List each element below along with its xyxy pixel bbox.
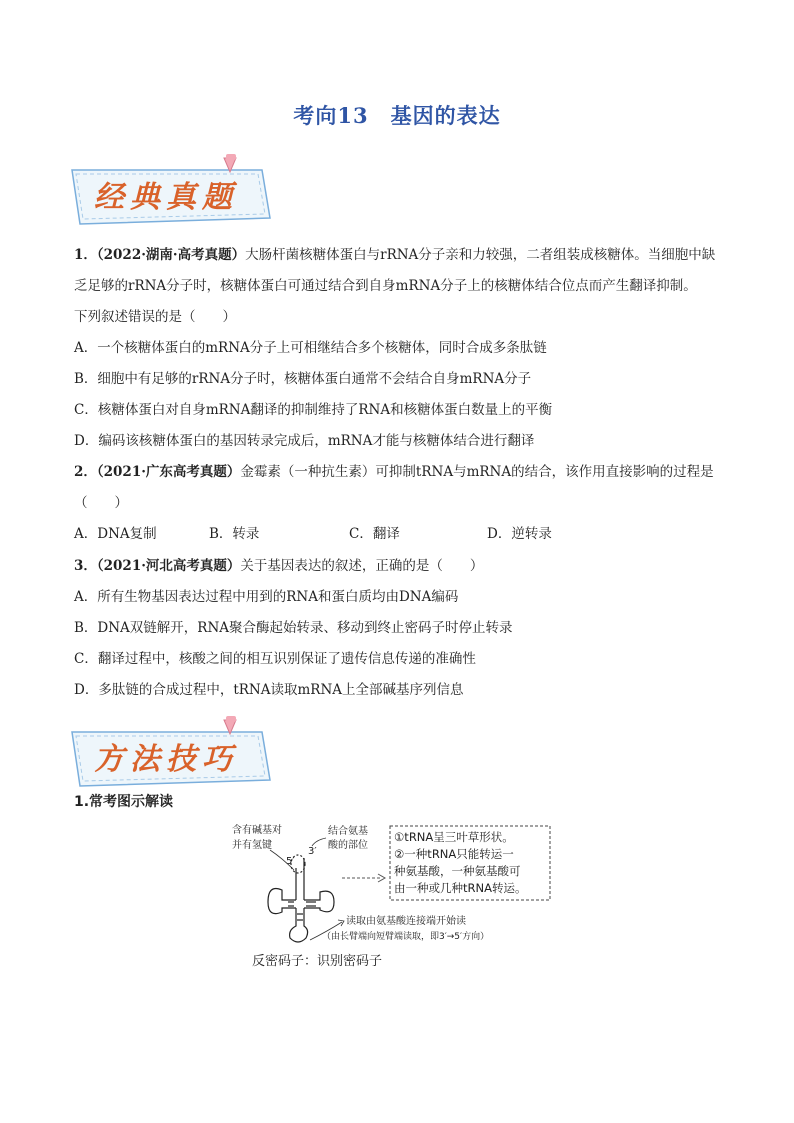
section-heading: 1.常考图示解读: [74, 794, 174, 810]
q3-option-d: D．多肽链的合成过程中，tRNA读取mRNA上全部碱基序列信息: [74, 682, 464, 698]
note-reading-2: （由长臂端向短臂端读取，即3′→5′方向）: [322, 932, 490, 942]
trna-illustration: [230, 818, 570, 958]
note-reading-1: 读取由氨基酸连接端开始读: [346, 916, 466, 927]
banner-classic-questions: [66, 150, 276, 230]
note-hydrogen-bond-2: 并有氢键: [232, 840, 272, 851]
q1-stem-line2: 乏足够的rRNA分子时，核糖体蛋白可通过结合到自身mRNA分子上的核糖体结合位点而产生翻译抑制。: [74, 278, 697, 294]
q2-option-d: D．逆转录: [487, 526, 552, 542]
q2-option-b: B．转录: [209, 526, 260, 542]
label-3-prime: 3′: [308, 846, 317, 857]
diagram-caption: 反密码子：识别密码子: [252, 954, 383, 969]
q1-option-a: A．一个核糖体蛋白的mRNA分子上可相继结合多个核糖体，同时合成多条肽链: [74, 340, 547, 356]
box-line-1: ①tRNA呈三叶草形状。: [394, 830, 514, 844]
cloverleaf-icon: [268, 855, 334, 942]
banner-methods: [66, 712, 276, 792]
q3-stem: 关于基因表达的叙述，正确的是（ ）: [240, 558, 484, 574]
note-binding-site-1: 结合氨基: [328, 826, 368, 837]
q2-stem-line2: （ ）: [74, 495, 128, 511]
q1-stem: 大肠杆菌核糖体蛋白与rRNA分子亲和力较强，二者组装成核糖体。当细胞中缺: [245, 247, 716, 263]
q3-option-a: A．所有生物基因表达过程中用到的RNA和蛋白质均由DNA编码: [74, 589, 459, 605]
box-line-2: ②一种tRNA只能转运一: [394, 847, 514, 861]
q2-option-c: C．翻译: [349, 526, 400, 542]
q1-source: 1．（2022·湖南·高考真题）: [74, 247, 246, 263]
label-5-prime: 5′: [286, 856, 295, 867]
question-3: [74, 551, 734, 706]
q1-stem-line3: 下列叙述错误的是（ ）: [74, 309, 236, 325]
note-hydrogen-bond-1: 含有碱基对: [232, 825, 282, 836]
box-line-3: 种氨基酸，一种氨基酸可: [394, 864, 521, 878]
q1-option-c: C．核糖体蛋白对自身mRNA翻译的抑制维持了RNA和核糖体蛋白数量上的平衡: [74, 402, 553, 418]
q1-option-b: B．细胞中有足够的rRNA分子时，核糖体蛋白通常不会结合自身mRNA分子: [74, 371, 532, 387]
q2-source: 2．（2021·广东高考真题）: [74, 464, 241, 480]
banner-title: 经典真题: [94, 180, 238, 215]
q3-source: 3．（2021·河北高考真题）: [74, 558, 241, 574]
q3-option-b: B．DNA双链解开，RNA聚合酶起始转录、移动到终止密码子时停止转录: [74, 620, 513, 636]
q1-option-d: D．编码该核糖体蛋白的基因转录完成后，mRNA才能与核糖体结合进行翻译: [74, 433, 535, 449]
question-1: [74, 240, 734, 457]
note-binding-site-2: 酸的部位: [328, 840, 368, 851]
box-line-4: 由一种或几种tRNA转运。: [394, 881, 527, 895]
banner-title: 方法技巧: [94, 742, 238, 777]
question-2: [74, 457, 734, 550]
page-title: 考向13 基因的表达: [293, 103, 501, 128]
q2-options: [74, 519, 734, 550]
q2-option-a: A．DNA复制: [74, 526, 157, 542]
q3-option-c: C．翻译过程中，核酸之间的相互识别保证了遗传信息传递的准确性: [74, 651, 476, 667]
q2-stem: 金霉素（一种抗生素）可抑制tRNA与mRNA的结合，该作用直接影响的过程是: [240, 464, 714, 480]
